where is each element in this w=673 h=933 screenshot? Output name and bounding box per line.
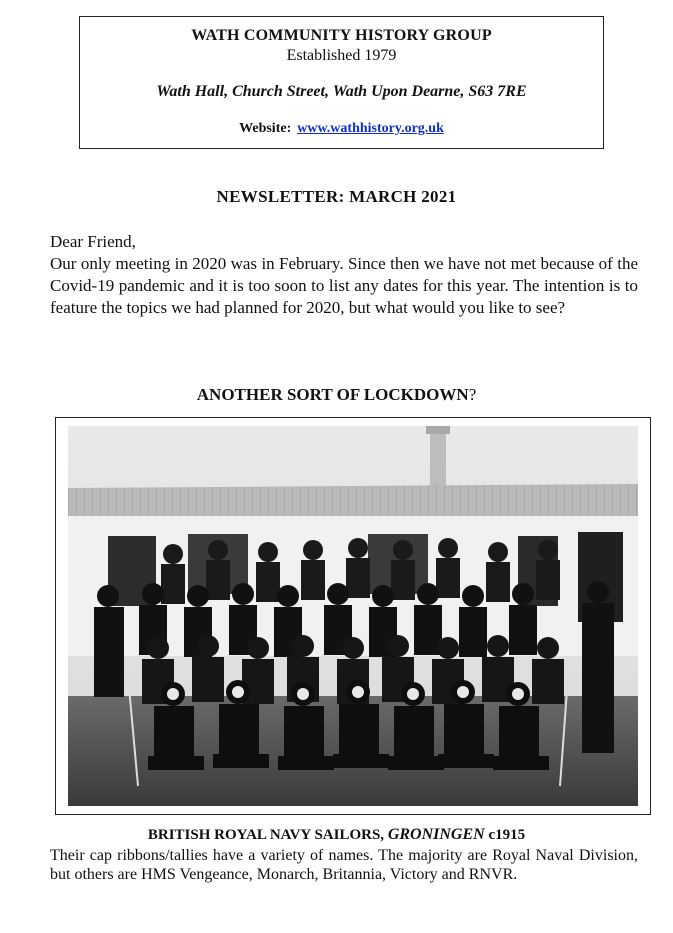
section-heading-suffix: ?: [468, 385, 477, 404]
header-box: [79, 16, 604, 149]
caption-prefix: BRITISH ROYAL NAVY SAILORS,: [147, 827, 388, 843]
section-heading: [0, 385, 673, 405]
photo-frame: [55, 417, 651, 815]
photo-caption-text: Their cap ribbons/tallies have a variety of names. The majority are Royal Naval Division, but others are HMS Vengeance, Monarch, Britannia, Victory and RNVR.: [50, 847, 638, 883]
org-name: WATH COMMUNITY HISTORY GROUP: [191, 27, 492, 44]
caption-ship: GRONINGEN: [387, 826, 485, 843]
sailors-group-photo: [68, 426, 638, 806]
letter: [50, 231, 638, 319]
website-label: Website:: [239, 121, 292, 136]
website-line: [80, 121, 603, 137]
address-line: Wath Hall, Church Street, Wath Upon Dearne, S63 7RE: [156, 83, 527, 100]
website-link[interactable]: www.wathhistory.org.uk: [297, 121, 444, 136]
newsletter-title: NEWSLETTER: MARCH 2021: [216, 187, 457, 206]
established-line: Established 1979: [286, 47, 397, 64]
letter-body: Our only meeting in 2020 was in February. Since then we have not met because of the Covid-19 pandemic and it is too soon to list any dates for this year. The intention is to feature the topics we had planned for 2020, but what would you like to see?: [50, 254, 638, 317]
section-heading-text: ANOTHER SORT OF LOCKDOWN: [196, 385, 469, 404]
caption-suffix: c1915: [484, 827, 526, 843]
photo-caption-title: [0, 826, 673, 844]
letter-greeting: Dear Friend,: [50, 232, 136, 251]
